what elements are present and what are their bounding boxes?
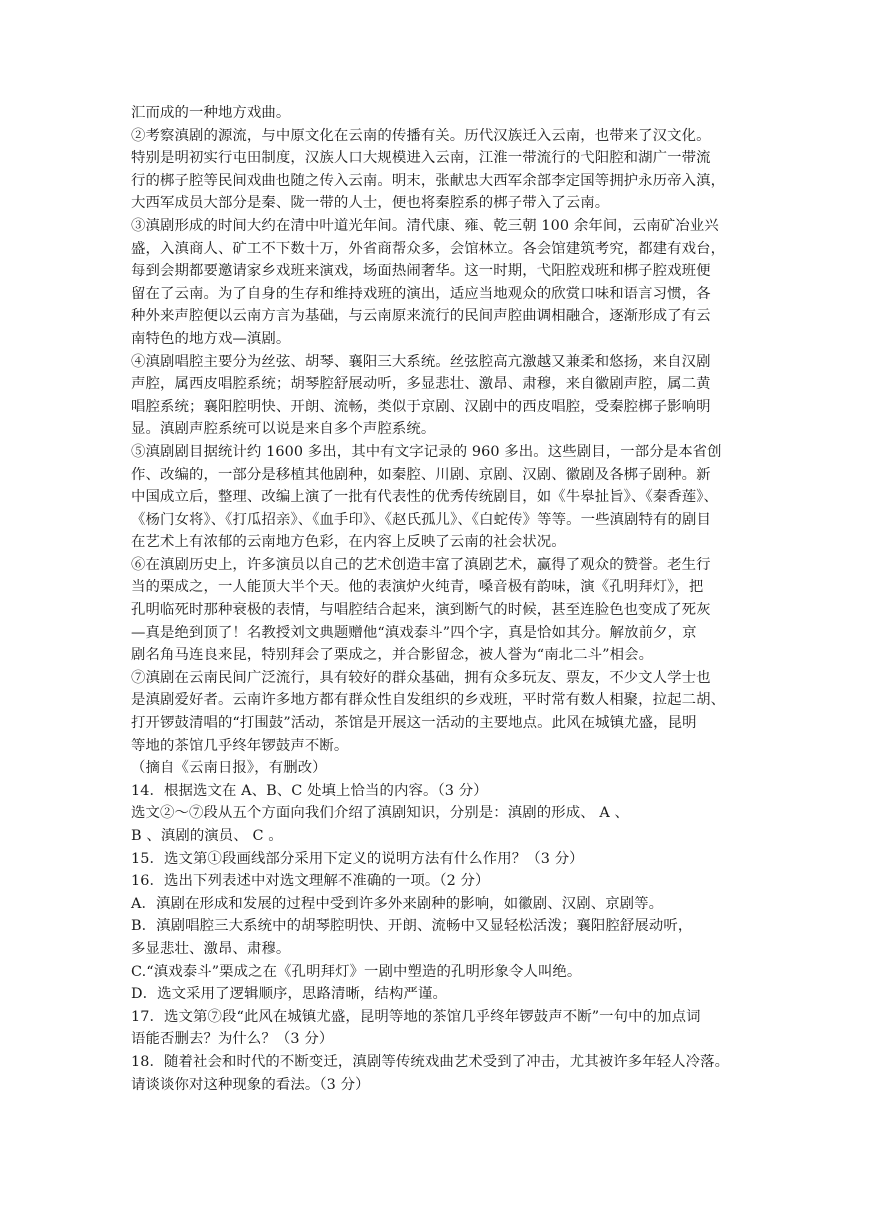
text-line: 每到会期都要邀请家乡戏班来演戏，场面热闹奢华。这一时期，弋阳腔戏班和梆子腔戏班便 [131,263,711,280]
text-line: 大西军成员大部分是秦、陇一带的人士，便也将秦腔系的梆子带入了云南。 [131,195,610,212]
text-line: 种外来声腔便以云南方言为基础，与云南原来流行的民间声腔曲调相融合，逐渐形成了有云 [131,308,711,325]
text-line: 唱腔系统；襄阳腔明快、开朗、流畅，类似于京剧、汉剧中的西皮唱腔，受秦腔梆子影响明 [131,398,711,415]
text-line: ③滇剧形成的时间大约在清中叶道光年间。清代康、雍、乾三朝 100 余年间，云南矿冶业兴 [131,217,719,234]
text-line: 行的梆子腔等民间戏曲也随之传入云南。明末，张献忠大西军余部李定国等拥护永历帝入滇， [131,172,726,189]
text-line: 作、改编的，一部分是移植其他剧种，如秦腔、川剧、京剧、汉剧、徽剧及各梆子剧种。新 [131,466,711,483]
question-line: 请谈谈你对这种现象的看法。（3 分） [131,1076,370,1093]
text-line: 等地的茶馆几乎终年锣鼓声不断。 [131,737,349,754]
text-line: —真是绝到顶了！名教授刘文典题赠他“滇戏泰斗”四个字，真是恰如其分。解放前夕，京 [131,624,697,641]
text-line: 声腔，属西皮唱腔系统；胡琴腔舒展动听，多显悲壮、激昂、肃穆，来自徽剧声腔，属二黄 [131,376,711,393]
text-line: 孔明临死时那种衰极的表情，与唱腔结合起来，演到断气的时候，甚至连脸色也变成了死灰 [131,602,711,619]
question-line: 14．根据选文在 A、B、C 处填上恰当的内容。（3 分） [131,782,488,799]
question-line: B 、滇剧的演员、 C 。 [131,828,283,844]
text-line: 特别是明初实行屯田制度，汉族人口大规模进入云南，江淮一带流行的弋阳腔和湖广一带流 [131,150,711,167]
question-line: 18．随着社会和时代的不断变迁，滇剧等传统戏曲艺术受到了冲击，尤其被许多年轻人冷落。 [131,1053,730,1070]
text-line: ⑦滇剧在云南民间广泛流行，具有较好的群众基础，拥有众多玩友、票友，不少文人学士也 [131,669,711,686]
text-line: 盛，入滇商人、矿工不下数十万，外省商帮众多，会馆林立。各会馆建筑考究，都建有戏台， [131,240,726,257]
source-citation: （摘自《云南日报》，有删改） [131,760,327,777]
text-line: 《杨门女将》、《打瓜招亲》、《血手印》、《赵氏孤儿》、《白蛇传》等等。一些滇剧特有的剧目 [131,511,711,528]
question-line: 语能否删去？为什么？（3 分） [131,1031,334,1048]
document-page [131,102,739,1096]
question-line: 15．选文第①段画线部分采用下定义的说明方法有什么作用？（3 分） [131,850,584,867]
text-line: 中国成立后，整理、改编上演了一批有代表性的优秀传统剧目，如《牛皋扯旨》、《秦香莲》、 [131,489,719,506]
answer-option: C.“滇戏泰斗”栗成之在《孔明拜灯》一剧中塑造的孔明形象令人叫绝。 [131,963,582,980]
text-line: 剧名角马连良来昆，特别拜会了栗成之，并合影留念，被人誉为“南北二斗”相会。 [131,647,654,664]
text-line: ②考察滇剧的源流，与中原文化在云南的传播有关。历代汉族迁入云南，也带来了汉文化。 [131,127,711,144]
answer-option: B．滇剧唱腔三大系统中的胡琴腔明快、开朗、流畅中又显轻松活泼；襄阳腔舒展动听， [131,918,693,935]
text-line: ④滇剧唱腔主要分为丝弦、胡琴、襄阳三大系统。丝弦腔高亢激越又兼柔和悠扬，来自汉剧 [131,353,711,370]
text-line: 汇而成的一种地方戏曲。 [131,105,291,121]
text-line: 打开锣鼓清唱的“打围鼓”活动，茶馆是开展这一活动的主要地点。此风在城镇尤盛，昆明 [131,715,697,732]
answer-option: A．滇剧在形成和发展的过程中受到许多外来剧种的影响，如徽剧、汉剧、京剧等。 [131,895,664,912]
text-line: 留在了云南。为了自身的生存和维持戏班的演出，适应当地观众的欣赏口味和语言习惯，各 [131,285,711,302]
text-line: 当的栗成之，一人能顶大半个天。他的表演炉火纯青，嗓音极有韵味，演《孔明拜灯》，把 [131,579,704,596]
text-line: 在艺术上有浓郁的云南地方色彩，在内容上反映了云南的社会状况。 [131,534,566,551]
answer-option: D．选文采用了逻辑顺序，思路清晰，结构严谨。 [131,986,447,1003]
text-line: 是滇剧爱好者。云南许多地方都有群众性自发组织的乡戏班，平时常有数人相聚，拉起二胡、 [131,692,726,709]
text-line: ⑤滇剧剧目据统计约 1600 多出，其中有文字记录的 960 多出。这些剧目，一部分是本省创 [131,443,722,460]
question-line: 17．选文第⑦段“此风在城镇尤盛，昆明等地的茶馆几乎终年锣鼓声不断”一句中的加点词 [131,1008,701,1025]
question-line: 16．选出下列表述中对选文理解不准确的一项。（2 分） [131,873,490,890]
text-line: 显。滇剧声腔系统可以说是来自多个声腔系统。 [131,421,436,438]
question-line: 选文②～⑦段从五个方面向我们介绍了滇剧知识，分别是：滇剧的形成、 A 、 [131,805,630,822]
text-line: 南特色的地方戏—滇剧。 [131,330,291,347]
text-line: ⑥在滇剧历史上，许多演员以自己的艺术创造丰富了滇剧艺术，赢得了观众的赞誉。老生行 [131,556,711,573]
answer-option: 多显悲壮、激昂、肃穆。 [131,940,291,957]
